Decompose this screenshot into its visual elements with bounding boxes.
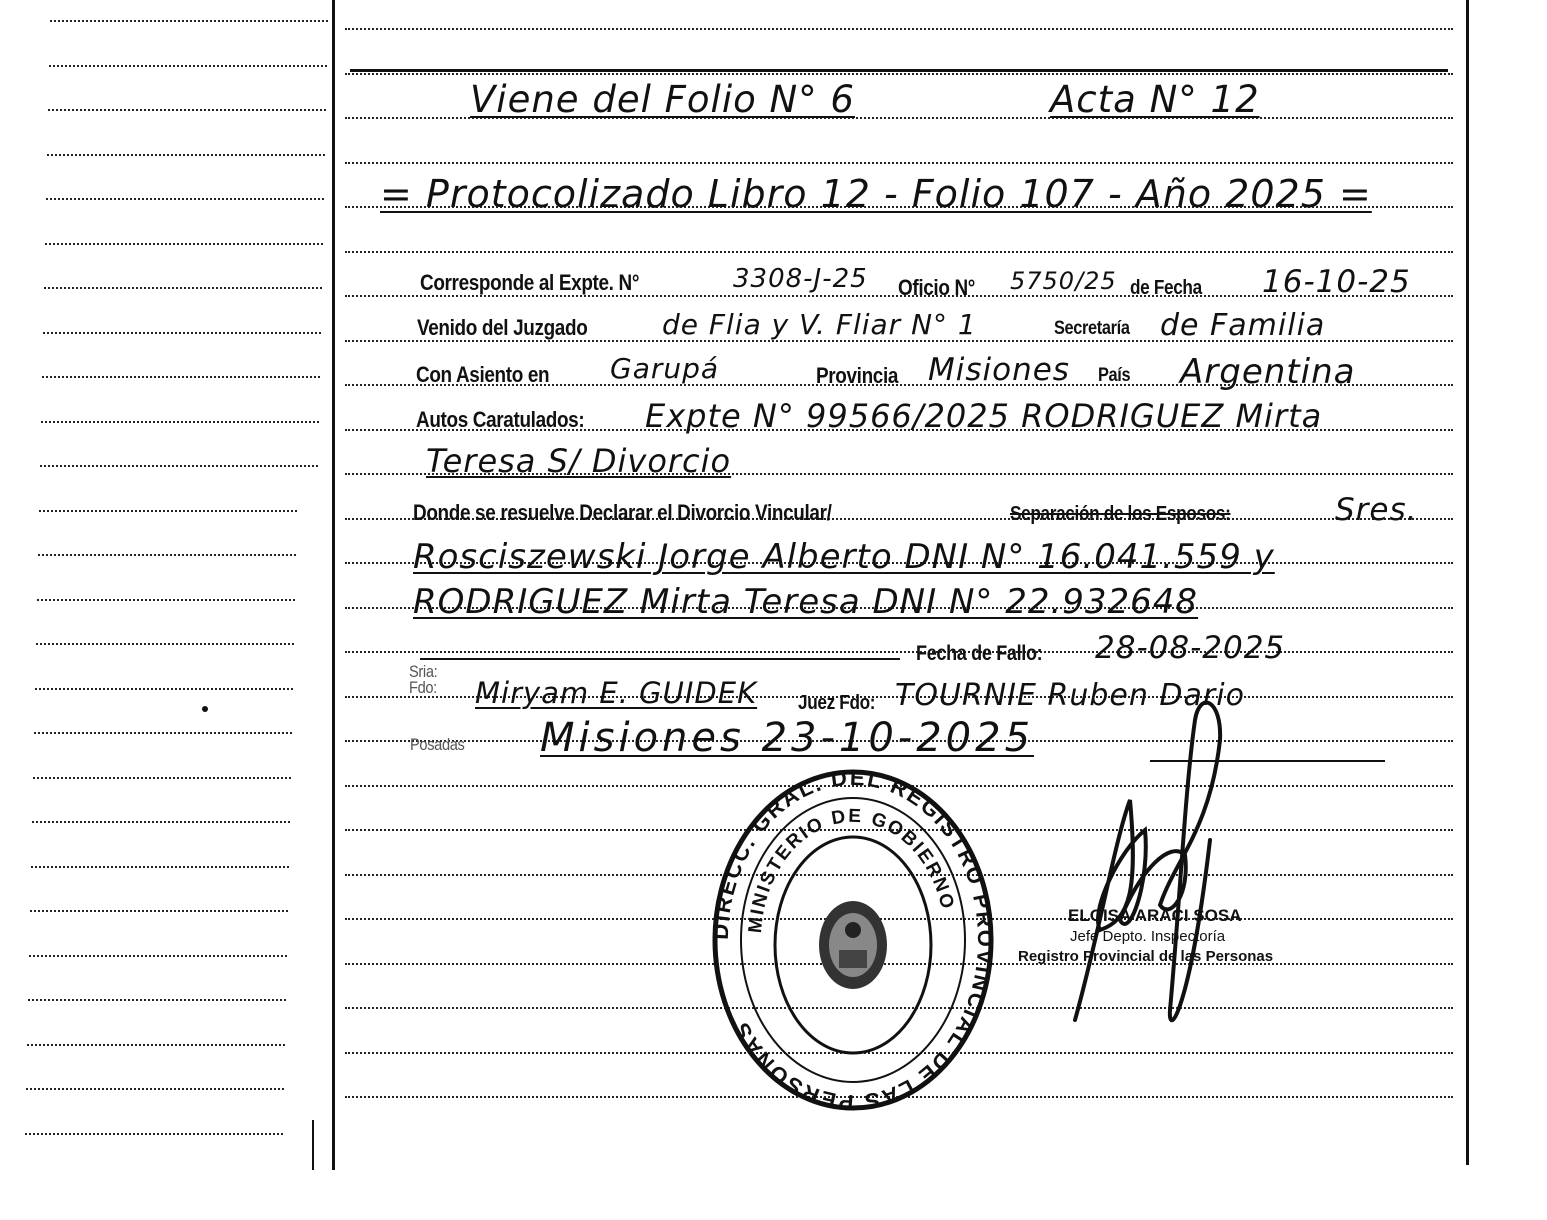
resuelve-struck: Separación de los Esposos:	[1010, 503, 1231, 525]
ruled-line-left	[48, 109, 326, 111]
juzgado-value: de Flia y V. Fliar N° 1	[662, 308, 977, 341]
ruled-line-left	[37, 599, 295, 601]
ruled-line-left	[42, 376, 320, 378]
juzgado-label: Venido del Juzgado	[417, 315, 588, 340]
ruled-line-left	[31, 866, 289, 868]
ruled-line-left	[40, 465, 318, 467]
seal-outer-text: DIRECC. GRAL. DEL REGISTRO PROVINCIAL DE LAS PERSONAS	[707, 765, 999, 1115]
provincia-value: Misiones	[928, 352, 1070, 388]
acta-number: Acta N° 12	[1050, 78, 1260, 121]
ruled-line-left	[50, 20, 328, 22]
viene-del-folio: Viene del Folio N° 6	[470, 78, 855, 121]
autos-label: Autos Caratulados:	[416, 407, 585, 432]
secretaria-fdo-label: Sria: Fdo:	[409, 662, 438, 697]
resuelve-label: Donde se resuelve Declarar el Divorcio Vincular/	[413, 500, 832, 525]
secretaria-fdo-value: Miryam E. GUIDEK	[475, 676, 758, 710]
pais-value: Argentina	[1180, 352, 1356, 392]
oficio-value: 5750/25	[1010, 267, 1117, 295]
ruled-line-right	[345, 162, 1453, 164]
asiento-label: Con Asiento en	[416, 362, 550, 387]
fecha-fallo-value: 28-08-2025	[1095, 630, 1286, 666]
ruled-line-left	[38, 554, 296, 556]
blank-line	[420, 658, 900, 660]
ruled-line-right	[345, 73, 1453, 75]
ruled-line-left	[44, 287, 322, 289]
ruled-line-right	[345, 651, 1453, 653]
seal-inner-text: MINISTERIO DE GOBIERNO	[744, 805, 958, 934]
ruled-line-left	[26, 1088, 284, 1090]
lugar-fecha-value: Misiones 23-10-2025	[540, 715, 1035, 761]
ruled-line-left	[25, 1133, 283, 1135]
juez-label: Juez Fdo:	[798, 692, 876, 714]
ruled-line-left	[34, 732, 292, 734]
ruled-line-left	[47, 154, 325, 156]
coat-of-arms-icon	[819, 901, 887, 989]
juez-value: TOURNIE Ruben Dario	[895, 678, 1245, 713]
ruled-line-left	[32, 821, 290, 823]
fecha-label: de Fecha	[1130, 277, 1202, 299]
resuelve-value: Sres.	[1335, 492, 1418, 528]
expte-label: Corresponde al Expte. N°	[420, 270, 640, 295]
lugar-label: Posadas	[410, 735, 465, 754]
ruled-line-left	[45, 243, 323, 245]
ruled-line-left	[29, 955, 287, 957]
secretaria-value: de Familia	[1160, 308, 1326, 343]
registro-seal	[703, 765, 1003, 1115]
oficio-label: Oficio N°	[898, 275, 976, 300]
margin-line-right	[1466, 0, 1469, 1165]
spouse-1: Rosciszewski Jorge Alberto DNI N° 16.041.559 y	[413, 537, 1275, 577]
ruled-line-left	[49, 65, 327, 67]
pais-label: País	[1098, 365, 1131, 386]
signer-role: Jefe Depto. Inspectoría	[1070, 928, 1226, 945]
ruled-line-left	[35, 688, 293, 690]
ruled-line-right	[345, 28, 1453, 30]
provincia-label: Provincia	[816, 363, 899, 388]
fecha-value: 16-10-25	[1262, 264, 1411, 300]
ruled-line-left	[41, 421, 319, 423]
autos-value-1: Expte N° 99566/2025 RODRIGUEZ Mirta	[645, 397, 1323, 435]
ruled-line-left	[39, 510, 297, 512]
asiento-value: Garupá	[610, 352, 720, 385]
signer-office: Registro Provincial de las Personas	[1018, 948, 1274, 965]
ruled-line-left	[28, 999, 286, 1001]
margin-line-left	[332, 0, 335, 1170]
ruled-line-left	[27, 1044, 285, 1046]
protocolizado: = Protocolizado Libro 12 - Folio 107 - Año 2025 =	[380, 172, 1372, 216]
margin-dot	[202, 706, 208, 712]
autos-value-2: Teresa S/ Divorcio	[426, 442, 732, 480]
expte-value: 3308-J-25	[733, 264, 868, 294]
ruled-line-right	[345, 251, 1453, 253]
ruled-line-left	[30, 910, 288, 912]
fecha-fallo-label: Fecha de Fallo:	[916, 642, 1043, 665]
secretaria-label: Secretaría	[1054, 318, 1130, 339]
spouse-2: RODRIGUEZ Mirta Teresa DNI N° 22.932648	[413, 582, 1199, 622]
ruled-line-left	[36, 643, 294, 645]
ruled-line-left	[43, 332, 321, 334]
ruled-line-left	[33, 777, 291, 779]
signer-name: ELOISA ARACI SOSA	[1068, 906, 1242, 925]
bottom-rule-left	[312, 1120, 314, 1170]
ruled-line-left	[46, 198, 324, 200]
handwritten-signature	[1060, 680, 1280, 1040]
top-rule	[350, 69, 1448, 72]
